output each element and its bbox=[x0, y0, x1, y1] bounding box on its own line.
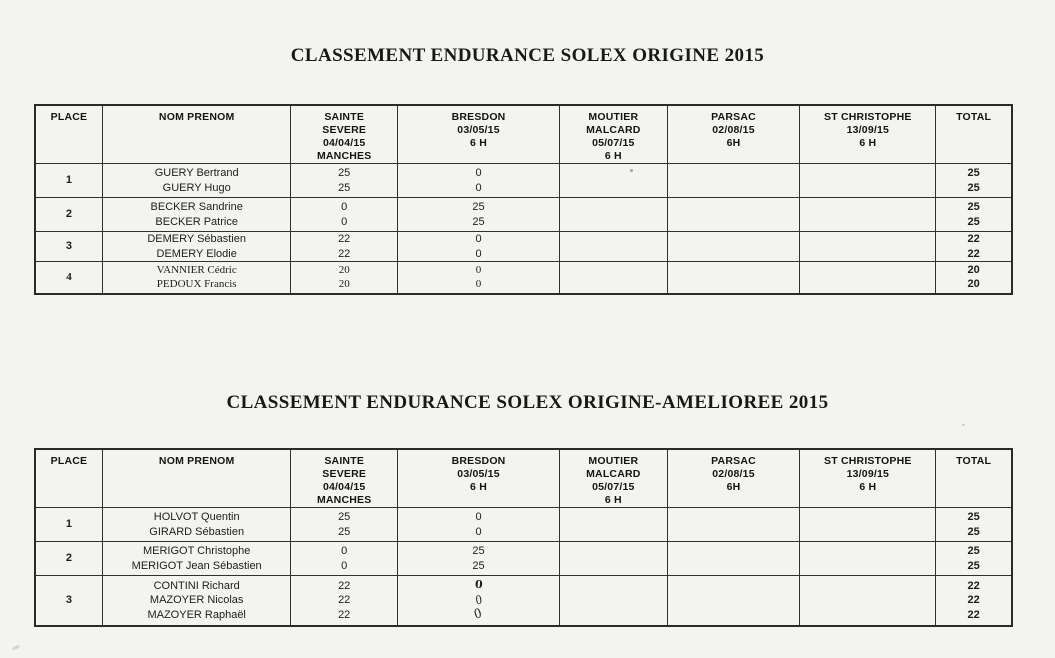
place-cell: 1 bbox=[35, 164, 102, 198]
header-line: SEVERE bbox=[322, 124, 367, 136]
score-cell bbox=[560, 508, 667, 542]
classement-origine-amelioree-title: CLASSEMENT ENDURANCE SOLEX ORIGINE-AMELIOREE 2015 bbox=[226, 392, 829, 413]
header-line: PLACE bbox=[50, 111, 88, 123]
cell-line: 25 bbox=[967, 511, 980, 523]
cell-line: 22 bbox=[338, 247, 351, 260]
score-cell bbox=[800, 508, 936, 542]
score-cell bbox=[667, 232, 800, 262]
cell-line: 0 bbox=[475, 233, 482, 245]
place-cell: 2 bbox=[35, 542, 102, 576]
header-line: ST CHRISTOPHE bbox=[824, 111, 912, 123]
score-cell bbox=[560, 232, 667, 262]
score-cell bbox=[291, 576, 397, 626]
column-header-nom bbox=[102, 449, 291, 508]
column-header-moutier_malcard bbox=[560, 449, 667, 508]
header-line: 03/05/15 bbox=[457, 124, 500, 136]
header-line: BRESDON bbox=[451, 111, 506, 123]
cell-line: GUERY Bertrand bbox=[154, 167, 239, 179]
cell-line: BECKER Patrice bbox=[155, 215, 238, 228]
cell-line: 25 bbox=[967, 215, 980, 228]
cell-line: 25 bbox=[472, 201, 485, 213]
names-cell bbox=[102, 576, 291, 626]
header-line: MOUTIER bbox=[588, 111, 639, 123]
cell-line bbox=[398, 578, 559, 593]
score-cell bbox=[291, 262, 397, 294]
total-cell bbox=[936, 198, 1012, 232]
classement-origine-amelioree-table bbox=[34, 448, 1013, 627]
column-header-bresdon bbox=[397, 105, 559, 164]
score-cell bbox=[291, 232, 397, 262]
column-header-moutier_malcard bbox=[560, 105, 667, 164]
table-row bbox=[35, 508, 1012, 542]
handwritten-zero: 0 bbox=[474, 577, 483, 592]
cell-line: 0 bbox=[475, 511, 482, 523]
header-line: MOUTIER bbox=[588, 455, 639, 467]
cell-line: 20 bbox=[338, 278, 350, 291]
cell-line: 22 bbox=[967, 579, 980, 592]
cell-line: 25 bbox=[967, 181, 980, 194]
total-cell bbox=[936, 262, 1012, 294]
column-header-sainte_severe bbox=[291, 105, 397, 164]
score-cell bbox=[667, 508, 800, 542]
cell-line: 0 bbox=[341, 215, 348, 228]
cell-line: 0 bbox=[341, 545, 348, 557]
scan-speck bbox=[630, 169, 633, 172]
cell-line: MERIGOT Jean Sébastien bbox=[131, 559, 262, 572]
cell-line: 0 bbox=[475, 278, 482, 291]
header-line: 02/08/15 bbox=[712, 124, 755, 136]
score-cell bbox=[800, 164, 936, 198]
column-header-total bbox=[936, 449, 1012, 508]
place-cell: 3 bbox=[35, 576, 102, 626]
scan-speck bbox=[12, 644, 21, 650]
cell-line: DEMERY Sébastien bbox=[147, 233, 246, 245]
cell-line: GIRARD Sébastien bbox=[149, 525, 245, 538]
header-line: PARSAC bbox=[711, 455, 756, 467]
score-cell bbox=[560, 198, 667, 232]
cell-line: MAZOYER Nicolas bbox=[149, 594, 244, 606]
table-body bbox=[35, 164, 1012, 294]
column-header-total bbox=[936, 105, 1012, 164]
score-cell bbox=[800, 262, 936, 294]
score-cell bbox=[560, 262, 667, 294]
cell-line: VANNIER Cédric bbox=[156, 263, 237, 276]
cell-line: 25 bbox=[967, 559, 980, 572]
table-row bbox=[35, 262, 1012, 294]
cell-line: 22 bbox=[967, 233, 980, 245]
header-line: ST CHRISTOPHE bbox=[824, 455, 912, 467]
names-cell bbox=[102, 542, 291, 576]
header-line: 04/04/15 bbox=[322, 137, 366, 149]
score-cell bbox=[291, 164, 397, 198]
score-cell bbox=[800, 576, 936, 626]
score-cell bbox=[800, 542, 936, 576]
header-line: 03/05/15 bbox=[457, 468, 500, 480]
header-line: MANCHES bbox=[316, 150, 372, 162]
cell-line: 22 bbox=[338, 594, 351, 606]
header-line: 05/07/15 bbox=[592, 137, 635, 149]
header-line: 6H bbox=[726, 137, 741, 149]
score-cell bbox=[560, 164, 667, 198]
place-cell: 2 bbox=[35, 198, 102, 232]
column-header-place bbox=[35, 449, 102, 508]
total-cell bbox=[936, 164, 1012, 198]
score-cell bbox=[397, 542, 559, 576]
header-line: 13/09/15 bbox=[846, 468, 890, 480]
cell-line: 25 bbox=[472, 215, 485, 228]
cell-line: 25 bbox=[967, 525, 980, 538]
cell-line: 25 bbox=[967, 545, 980, 557]
header-line: NOM PRENOM bbox=[158, 111, 235, 123]
cell-line: 25 bbox=[338, 167, 351, 179]
cell-line: MAZOYER Raphaël bbox=[147, 608, 246, 621]
score-cell bbox=[667, 262, 800, 294]
score-cell bbox=[397, 508, 559, 542]
cell-line: MERIGOT Christophe bbox=[142, 545, 251, 557]
score-cell bbox=[397, 576, 559, 626]
column-header-parsac bbox=[667, 449, 800, 508]
header-line: 6 H bbox=[604, 150, 622, 162]
column-header-bresdon bbox=[397, 449, 559, 508]
names-cell bbox=[102, 508, 291, 542]
names-cell bbox=[102, 198, 291, 232]
score-cell bbox=[560, 542, 667, 576]
cell-line bbox=[398, 608, 559, 623]
score-cell bbox=[560, 576, 667, 626]
header-line: TOTAL bbox=[956, 455, 992, 467]
classement-origine-table bbox=[34, 104, 1013, 295]
cell-line: CONTINI Richard bbox=[153, 579, 240, 592]
header-line: MALCARD bbox=[586, 468, 641, 480]
header-line: MALCARD bbox=[586, 124, 641, 136]
table-header bbox=[35, 449, 1012, 508]
place-cell: 3 bbox=[35, 232, 102, 262]
cell-line: DEMERY Elodie bbox=[156, 247, 237, 260]
names-cell bbox=[102, 164, 291, 198]
column-header-st_christophe bbox=[800, 449, 936, 508]
score-cell bbox=[291, 542, 397, 576]
column-header-sainte_severe bbox=[291, 449, 397, 508]
header-line: 13/09/15 bbox=[846, 124, 890, 136]
header-line: SAINTE bbox=[324, 455, 365, 467]
table-row bbox=[35, 232, 1012, 262]
score-cell bbox=[667, 542, 800, 576]
cell-line: 0 bbox=[475, 167, 482, 179]
header-line: 04/04/15 bbox=[322, 481, 366, 493]
header-line: SAINTE bbox=[324, 111, 365, 123]
header-line: 6H bbox=[726, 481, 741, 493]
cell-line: 0 bbox=[475, 525, 482, 538]
header-line: 6 H bbox=[604, 494, 622, 506]
column-header-st_christophe bbox=[800, 105, 936, 164]
header-line: 02/08/15 bbox=[712, 468, 755, 480]
cell-line: 0 bbox=[475, 247, 482, 260]
column-header-nom bbox=[102, 105, 291, 164]
total-cell bbox=[936, 576, 1012, 626]
header-line: PLACE bbox=[50, 455, 88, 467]
cell-line: 0 bbox=[341, 201, 348, 213]
cell-line: 25 bbox=[472, 545, 485, 557]
cell-line: 0 bbox=[475, 181, 482, 194]
header-line: 6 H bbox=[859, 137, 877, 149]
table-row bbox=[35, 542, 1012, 576]
total-cell bbox=[936, 508, 1012, 542]
header-line: MANCHES bbox=[316, 494, 372, 506]
cell-line: 25 bbox=[472, 559, 485, 572]
place-cell: 1 bbox=[35, 508, 102, 542]
cell-line: 0 bbox=[475, 263, 482, 276]
score-cell bbox=[800, 198, 936, 232]
cell-line: 22 bbox=[338, 579, 351, 592]
cell-line: 25 bbox=[338, 181, 351, 194]
scan-speck bbox=[962, 424, 965, 426]
cell-line: 0 bbox=[341, 559, 348, 572]
cell-line: HOLVOT Quentin bbox=[153, 511, 240, 523]
names-cell bbox=[102, 262, 291, 294]
cell-line: 22 bbox=[967, 594, 980, 606]
header-line: PARSAC bbox=[711, 111, 756, 123]
cell-line: 25 bbox=[967, 167, 980, 179]
header-line: 6 H bbox=[470, 481, 487, 493]
score-cell bbox=[291, 508, 397, 542]
total-cell bbox=[936, 232, 1012, 262]
score-cell bbox=[397, 232, 559, 262]
names-cell bbox=[102, 232, 291, 262]
score-cell bbox=[667, 164, 800, 198]
classement-origine-title: CLASSEMENT ENDURANCE SOLEX ORIGINE 2015 bbox=[290, 45, 765, 66]
header-line: BRESDON bbox=[451, 455, 506, 467]
score-cell bbox=[667, 198, 800, 232]
score-cell bbox=[397, 164, 559, 198]
table-header bbox=[35, 105, 1012, 164]
table-body bbox=[35, 508, 1012, 626]
table-row bbox=[35, 164, 1012, 198]
cell-line: 22 bbox=[338, 233, 351, 245]
handwritten-zero: 0 bbox=[474, 592, 483, 607]
header-line: 05/07/15 bbox=[592, 481, 635, 493]
score-cell bbox=[397, 198, 559, 232]
table-row bbox=[35, 576, 1012, 626]
place-cell: 4 bbox=[35, 262, 102, 294]
header-line: TOTAL bbox=[956, 111, 992, 123]
cell-line: 20 bbox=[967, 263, 980, 276]
header-line: 6 H bbox=[470, 137, 487, 149]
cell-line: 20 bbox=[967, 278, 980, 291]
cell-line: 22 bbox=[338, 608, 351, 621]
header-line: NOM PRENOM bbox=[158, 455, 235, 467]
cell-line: 25 bbox=[338, 525, 351, 538]
score-cell bbox=[667, 576, 800, 626]
score-cell bbox=[397, 262, 559, 294]
cell-line: 25 bbox=[967, 201, 980, 213]
table-row bbox=[35, 198, 1012, 232]
total-cell bbox=[936, 542, 1012, 576]
header-line: SEVERE bbox=[322, 468, 367, 480]
cell-line: 22 bbox=[967, 608, 980, 621]
handwritten-zero: 0 bbox=[472, 606, 484, 623]
cell-line: 25 bbox=[338, 511, 351, 523]
header-row bbox=[35, 449, 1012, 508]
cell-line: 20 bbox=[338, 263, 350, 276]
cell-line: 22 bbox=[967, 247, 980, 260]
cell-line: BECKER Sandrine bbox=[150, 201, 243, 213]
column-header-parsac bbox=[667, 105, 800, 164]
score-cell bbox=[291, 198, 397, 232]
header-line: 6 H bbox=[859, 481, 877, 493]
cell-line: GUERY Hugo bbox=[162, 181, 231, 194]
header-row bbox=[35, 105, 1012, 164]
score-cell bbox=[800, 232, 936, 262]
column-header-place bbox=[35, 105, 102, 164]
cell-line: PEDOUX Francis bbox=[156, 278, 237, 291]
